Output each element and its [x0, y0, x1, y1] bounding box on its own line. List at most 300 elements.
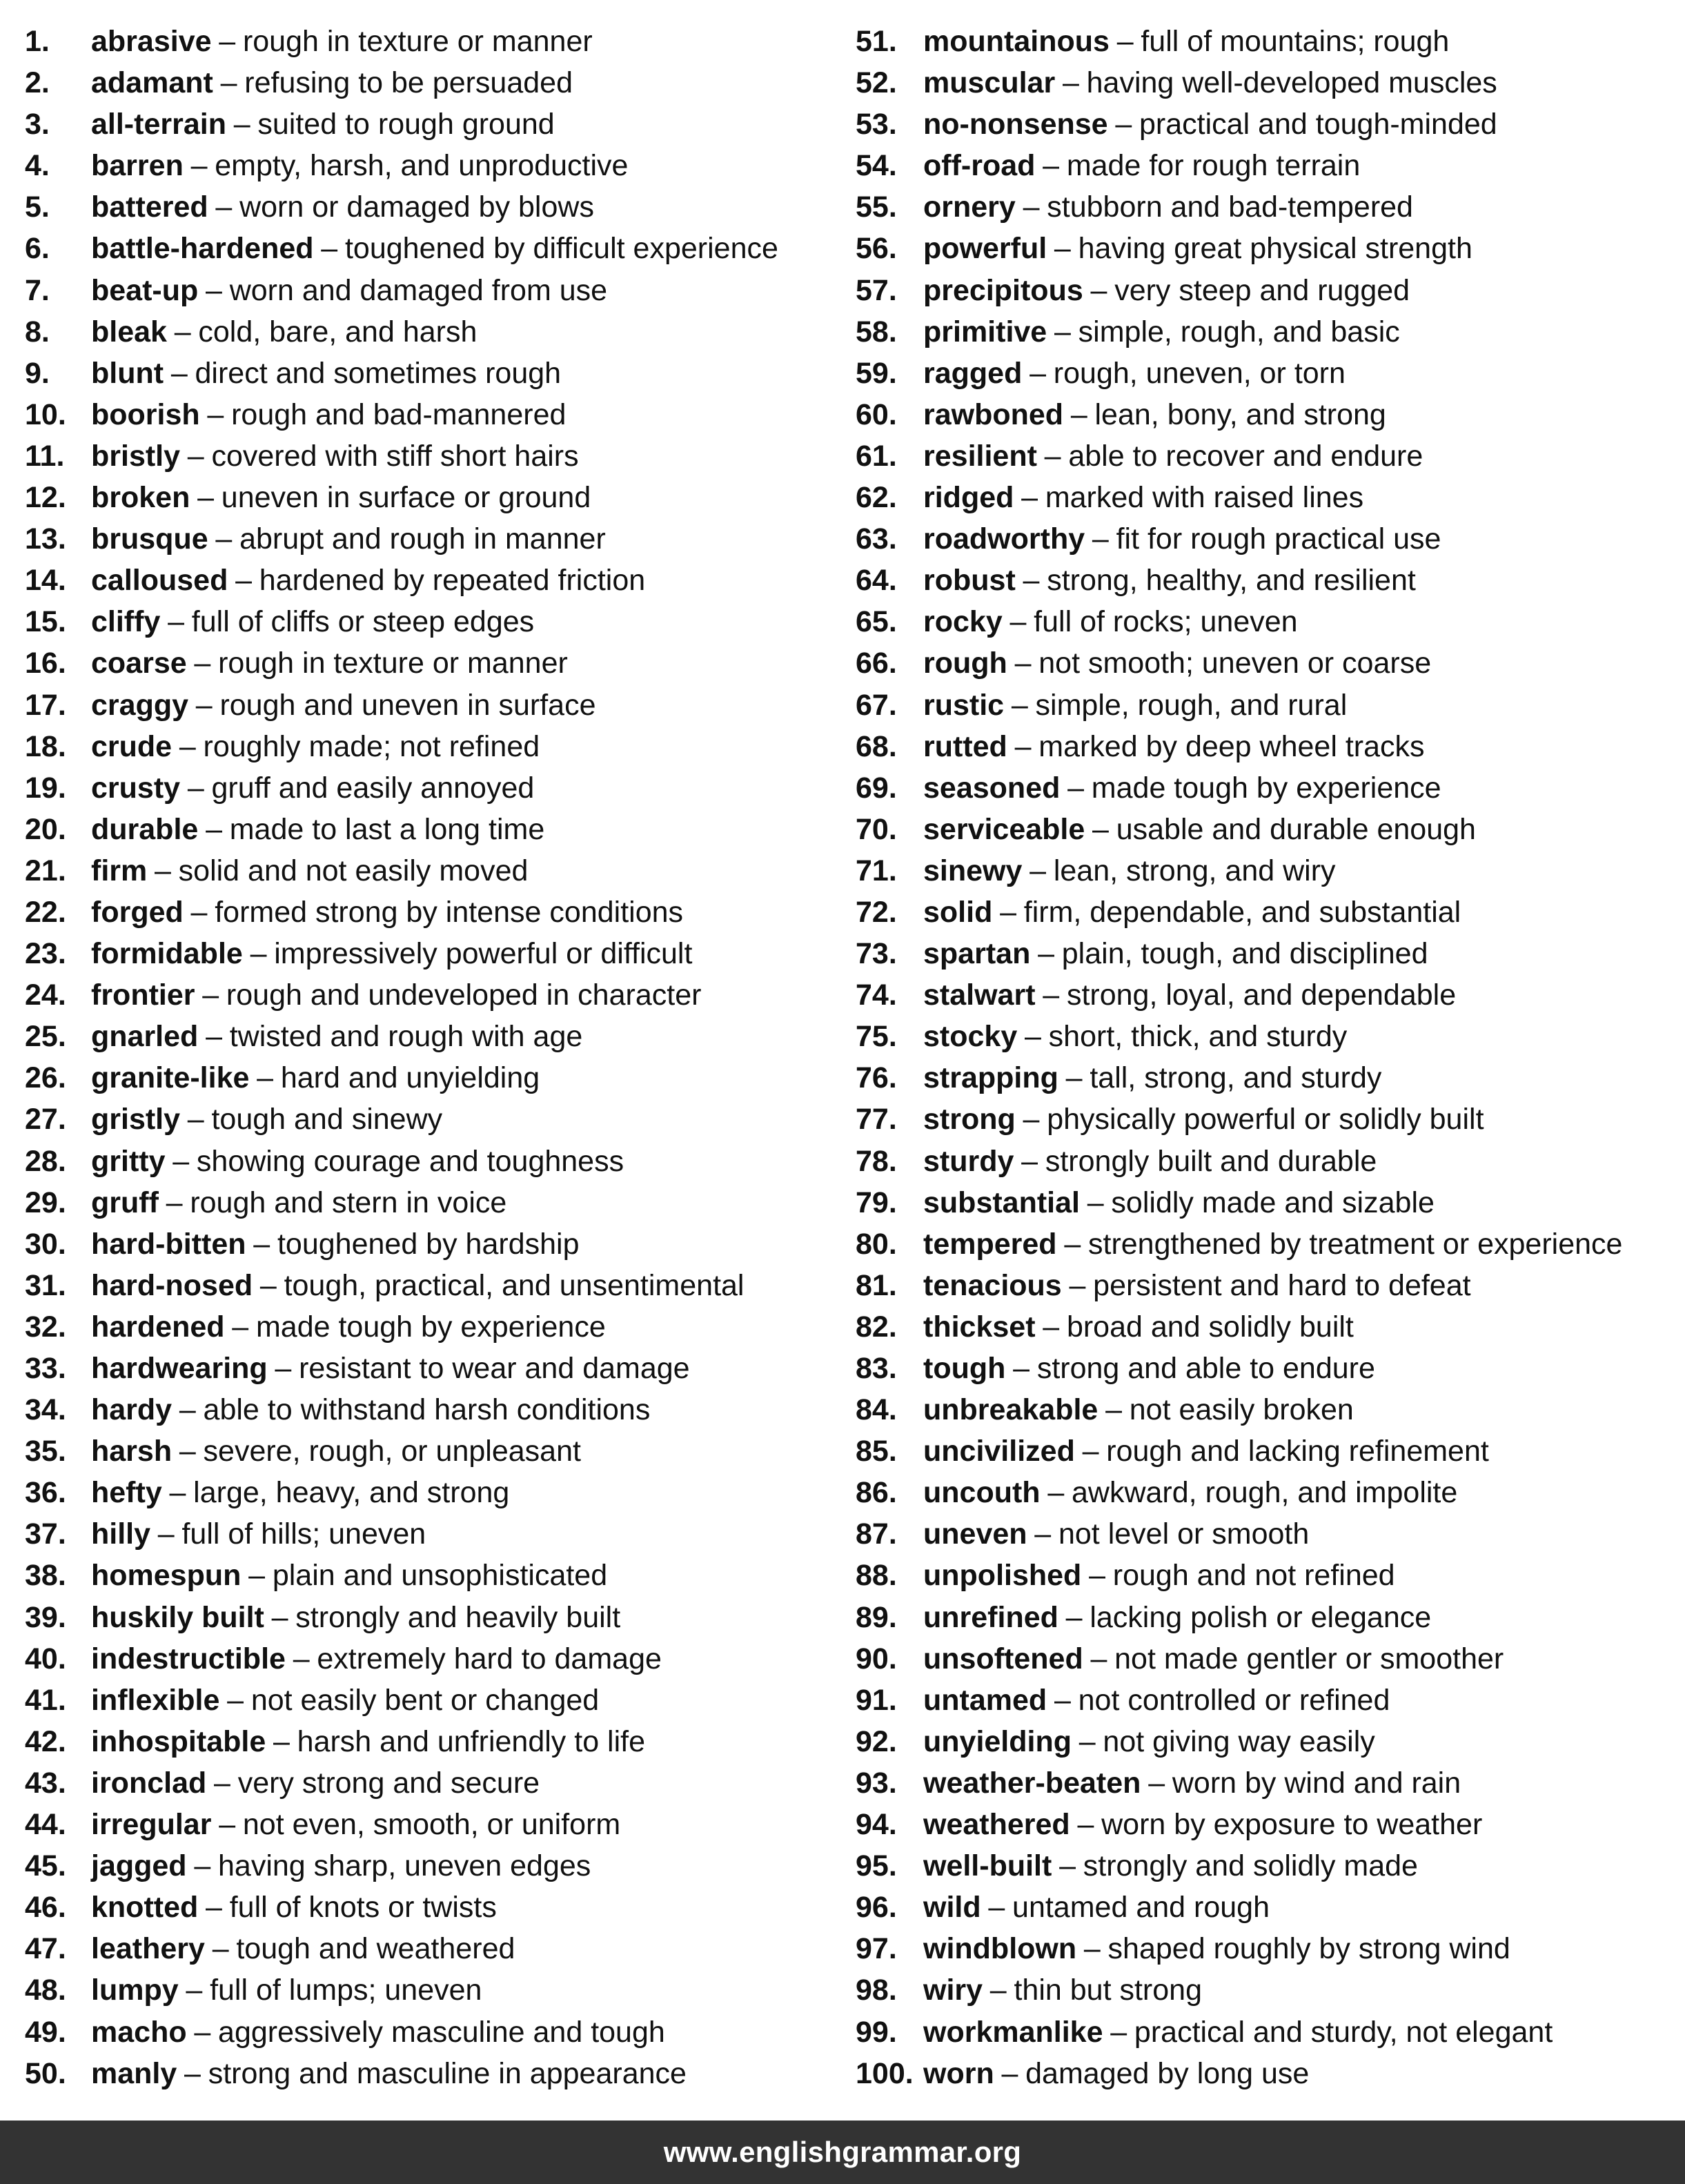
word-entry — [856, 1141, 1684, 1182]
entry-number: 68. — [856, 729, 897, 763]
word-entry — [856, 62, 1684, 104]
entry-word: hardened — [91, 1310, 225, 1344]
entry-dash: – — [212, 1932, 229, 1966]
entry-definition: tough and sinewy — [211, 1103, 443, 1137]
entry-number: 81. — [856, 1268, 897, 1302]
entry-number: 93. — [856, 1766, 897, 1800]
entry-dash: – — [215, 190, 233, 224]
entry-number: 70. — [856, 812, 897, 846]
entry-definition: not easily bent or changed — [250, 1683, 600, 1717]
entry-dash: – — [321, 232, 338, 266]
entry-definition: short, thick, and sturdy — [1048, 1020, 1348, 1054]
entry-dash: – — [1082, 1435, 1099, 1468]
entry-definition: practical and tough-minded — [1139, 108, 1497, 141]
entry-word: mountainous — [923, 25, 1110, 58]
entry-word: seasoned — [923, 771, 1061, 805]
entry-dash: – — [275, 1352, 292, 1385]
entry-number: 28. — [25, 1144, 66, 1178]
entry-number: 86. — [856, 1476, 897, 1510]
entry-definition: suited to rough ground — [257, 108, 555, 141]
entry-dash: – — [1064, 1227, 1081, 1261]
entry-definition: covered with stiff short hairs — [211, 439, 579, 473]
entry-number: 98. — [856, 1974, 897, 2007]
entry-number: 50. — [25, 2056, 66, 2090]
word-entry — [25, 2053, 825, 2094]
entry-definition: made tough by experience — [255, 1310, 606, 1344]
entry-number: 78. — [856, 1144, 897, 1178]
entry-number: 2. — [25, 66, 50, 100]
word-entry — [25, 1762, 825, 1804]
entry-number: 65. — [856, 605, 897, 639]
entry-dash: – — [206, 1020, 222, 1054]
entry-dash: – — [174, 315, 191, 348]
word-entry — [25, 1513, 825, 1555]
entry-dash: – — [1065, 1600, 1083, 1634]
entry-number: 91. — [856, 1683, 897, 1717]
entry-dash: – — [206, 273, 222, 307]
word-entry — [856, 1016, 1684, 1057]
entry-word: weather-beaten — [923, 1766, 1141, 1800]
word-entry — [25, 477, 825, 518]
word-entry — [856, 186, 1684, 228]
entry-word: tenacious — [923, 1268, 1062, 1302]
entry-word: rough — [923, 647, 1007, 680]
word-entry — [856, 1389, 1684, 1430]
entry-word: harsh — [91, 1435, 173, 1468]
entry-number: 17. — [25, 688, 66, 722]
entry-definition: firm, dependable, and substantial — [1023, 895, 1461, 929]
entry-dash: – — [1038, 937, 1055, 971]
word-entry — [856, 767, 1684, 809]
word-entry — [25, 1804, 825, 1845]
entry-word: ragged — [923, 356, 1023, 390]
entry-definition: shaped roughly by strong wind — [1107, 1932, 1510, 1966]
entry-definition: broad and solidly built — [1066, 1310, 1354, 1344]
word-entry — [856, 560, 1684, 601]
entry-word: abrasive — [91, 25, 212, 58]
entry-word: durable — [91, 812, 199, 846]
entry-definition: resistant to wear and damage — [299, 1352, 690, 1385]
entry-definition: roughly made; not refined — [203, 729, 540, 763]
entry-dash: – — [271, 1600, 288, 1634]
entry-word: ornery — [923, 190, 1016, 224]
word-entry — [856, 1887, 1684, 1928]
entry-word: gnarled — [91, 1020, 199, 1054]
entry-definition: not giving way easily — [1103, 1724, 1375, 1758]
entry-dash: – — [195, 688, 213, 722]
entry-dash: – — [989, 1974, 1007, 2007]
entry-number: 56. — [856, 232, 897, 266]
entry-number: 42. — [25, 1724, 66, 1758]
entry-definition: solidly made and sizable — [1111, 1186, 1435, 1219]
entry-definition: tough, practical, and unsentimental — [284, 1268, 745, 1302]
entry-number: 44. — [25, 1808, 66, 1842]
entry-definition: stubborn and bad-tempered — [1047, 190, 1413, 224]
entry-word: unpolished — [923, 1559, 1082, 1593]
word-entry — [25, 1182, 825, 1223]
word-entry — [856, 1472, 1684, 1513]
entry-number: 30. — [25, 1227, 66, 1261]
entry-number: 45. — [25, 1849, 66, 1883]
entry-definition: rough and bad-mannered — [231, 397, 566, 431]
entry-word: robust — [923, 564, 1016, 598]
entry-dash: – — [1083, 1932, 1101, 1966]
entry-definition: solid and not easily moved — [178, 854, 529, 887]
word-entry — [856, 892, 1684, 933]
entry-word: ironclad — [91, 1766, 207, 1800]
entry-definition: full of hills; uneven — [181, 1517, 426, 1551]
entry-dash: – — [233, 108, 250, 141]
entry-number: 66. — [856, 647, 897, 680]
entry-dash: – — [1044, 439, 1061, 473]
word-entry — [25, 560, 825, 601]
word-entry — [856, 1804, 1684, 1845]
entry-definition: extremely hard to damage — [317, 1642, 662, 1675]
entry-word: calloused — [91, 564, 228, 598]
entry-definition: worn by wind and rain — [1172, 1766, 1461, 1800]
entry-dash: – — [1087, 1186, 1104, 1219]
entry-definition: full of cliffs or steep edges — [191, 605, 535, 639]
entry-word: homespun — [91, 1559, 242, 1593]
entry-number: 20. — [25, 812, 66, 846]
entry-word: brusque — [91, 522, 208, 556]
word-entry — [856, 435, 1684, 477]
entry-word: hilly — [91, 1517, 151, 1551]
word-entry — [856, 1845, 1684, 1887]
word-entry — [25, 2011, 825, 2053]
entry-number: 95. — [856, 1849, 897, 1883]
entry-word: muscular — [923, 66, 1056, 100]
entry-definition: strongly built and durable — [1045, 1144, 1377, 1178]
entry-word: sinewy — [923, 854, 1023, 887]
word-entry — [856, 1680, 1684, 1721]
entry-number: 6. — [25, 232, 50, 266]
entry-definition: strongly and heavily built — [295, 1600, 621, 1634]
entry-word: battle-hardened — [91, 232, 314, 266]
word-entry — [856, 1721, 1684, 1762]
entry-definition: worn and damaged from use — [229, 273, 608, 307]
entry-number: 13. — [25, 522, 66, 556]
entry-word: inflexible — [91, 1683, 220, 1717]
entry-dash: – — [1043, 1310, 1060, 1344]
entry-number: 72. — [856, 895, 897, 929]
entry-word: coarse — [91, 647, 187, 680]
entry-number: 92. — [856, 1724, 897, 1758]
entry-dash: – — [1092, 522, 1109, 556]
word-entry — [856, 311, 1684, 353]
entry-number: 1. — [25, 25, 50, 58]
entry-number: 18. — [25, 729, 66, 763]
entry-definition: severe, rough, or unpleasant — [203, 1435, 581, 1468]
entry-dash: – — [187, 771, 204, 805]
word-entry — [856, 642, 1684, 684]
entry-number: 76. — [856, 1061, 897, 1095]
entry-word: rutted — [923, 729, 1007, 763]
entry-definition: simple, rough, and basic — [1078, 315, 1400, 348]
entry-dash: – — [179, 1393, 196, 1427]
entry-definition: abrupt and rough in manner — [239, 522, 606, 556]
entry-number: 7. — [25, 273, 50, 307]
entry-definition: worn by exposure to weather — [1101, 1808, 1483, 1842]
word-entry — [856, 601, 1684, 642]
word-entry — [25, 1016, 825, 1057]
entry-number: 94. — [856, 1808, 897, 1842]
entry-dash: – — [1078, 1724, 1096, 1758]
word-entry — [856, 1597, 1684, 1638]
entry-dash: – — [190, 895, 208, 929]
entry-word: barren — [91, 149, 184, 183]
entry-definition: rough and stern in voice — [190, 1186, 507, 1219]
entry-number: 100. — [856, 2056, 914, 2090]
entry-number: 27. — [25, 1103, 66, 1137]
entry-number: 77. — [856, 1103, 897, 1137]
entry-dash: – — [194, 647, 211, 680]
word-entry — [856, 518, 1684, 560]
entry-number: 80. — [856, 1227, 897, 1261]
entry-word: bristly — [91, 439, 181, 473]
entry-dash: – — [187, 439, 204, 473]
entry-definition: rough in texture or manner — [218, 647, 568, 680]
entry-definition: not smooth; uneven or coarse — [1038, 647, 1432, 680]
entry-dash: – — [259, 1268, 277, 1302]
entry-definition: full of knots or twists — [229, 1891, 497, 1925]
entry-word: gristly — [91, 1103, 181, 1137]
entry-dash: – — [1090, 273, 1107, 307]
entry-number: 49. — [25, 2015, 66, 2049]
entry-definition: very strong and secure — [237, 1766, 540, 1800]
entry-number: 15. — [25, 605, 66, 639]
word-entry — [25, 642, 825, 684]
entry-definition: simple, rough, and rural — [1035, 688, 1348, 722]
entry-word: no-nonsense — [923, 108, 1108, 141]
entry-number: 10. — [25, 397, 66, 431]
entry-word: gritty — [91, 1144, 166, 1178]
entry-word: boorish — [91, 397, 200, 431]
entry-dash: – — [197, 481, 215, 515]
entry-dash: – — [235, 564, 253, 598]
entry-dash: – — [169, 1476, 186, 1510]
word-entry — [25, 1265, 825, 1306]
word-entry — [856, 1099, 1684, 1140]
entry-word: crude — [91, 729, 173, 763]
entry-dash: – — [253, 1227, 270, 1261]
entry-word: hardwearing — [91, 1352, 268, 1385]
word-entry — [856, 1057, 1684, 1099]
entry-word: tempered — [923, 1227, 1057, 1261]
entry-word: hard-bitten — [91, 1227, 246, 1261]
entry-number: 46. — [25, 1891, 66, 1925]
entry-definition: strong and masculine in appearance — [208, 2056, 687, 2090]
entry-dash: – — [1023, 190, 1040, 224]
word-entry — [25, 1721, 825, 1762]
entry-word: worn — [923, 2056, 994, 2090]
footer-bar — [0, 2121, 1685, 2184]
entry-word: leathery — [91, 1932, 205, 1966]
entry-number: 35. — [25, 1435, 66, 1468]
entry-number: 32. — [25, 1310, 66, 1344]
entry-word: adamant — [91, 66, 213, 100]
entry-dash: – — [166, 1186, 183, 1219]
entry-definition: strong, healthy, and resilient — [1047, 564, 1416, 598]
entry-dash: – — [190, 149, 208, 183]
entry-word: sturdy — [923, 1144, 1014, 1178]
entry-number: 26. — [25, 1061, 66, 1095]
entry-definition: lacking polish or elegance — [1090, 1600, 1432, 1634]
entry-number: 58. — [856, 315, 897, 348]
entry-dash: – — [184, 2056, 201, 2090]
entry-word: serviceable — [923, 812, 1085, 846]
entry-definition: tall, strong, and sturdy — [1090, 1061, 1382, 1095]
word-entry — [25, 850, 825, 892]
entry-word: untamed — [923, 1683, 1047, 1717]
entry-dash: – — [988, 1891, 1005, 1925]
entry-dash: – — [1034, 1517, 1052, 1551]
entry-definition: rough and not refined — [1112, 1559, 1395, 1593]
entry-dash: – — [1054, 315, 1071, 348]
entry-definition: rough and uneven in surface — [219, 688, 596, 722]
entry-number: 16. — [25, 647, 66, 680]
entry-dash: – — [179, 1435, 196, 1468]
entry-definition: untamed and rough — [1012, 1891, 1270, 1925]
entry-number: 41. — [25, 1683, 66, 1717]
word-entry — [856, 145, 1684, 186]
entry-word: uncivilized — [923, 1435, 1075, 1468]
entry-dash: – — [219, 1808, 236, 1842]
word-entry — [25, 767, 825, 809]
entry-number: 25. — [25, 1020, 66, 1054]
entry-word: craggy — [91, 688, 189, 722]
entry-definition: awkward, rough, and impolite — [1072, 1476, 1458, 1510]
entry-dash: – — [1001, 2056, 1018, 2090]
entry-definition: made for rough terrain — [1066, 149, 1361, 183]
entry-dash: – — [220, 66, 237, 100]
entry-word: rustic — [923, 688, 1005, 722]
entry-definition: plain, tough, and disciplined — [1061, 937, 1428, 971]
entry-word: strong — [923, 1103, 1016, 1137]
entry-dash: – — [1090, 1642, 1107, 1675]
word-entry — [25, 311, 825, 353]
word-entry — [856, 1265, 1684, 1306]
entry-number: 67. — [856, 688, 897, 722]
entry-number: 61. — [856, 439, 897, 473]
entry-dash: – — [1043, 149, 1060, 183]
entry-dash: – — [1021, 481, 1038, 515]
entry-number: 63. — [856, 522, 897, 556]
entry-word: ridged — [923, 481, 1014, 515]
word-entry — [25, 809, 825, 850]
entry-definition: refusing to be persuaded — [244, 66, 573, 100]
word-entry — [25, 1597, 825, 1638]
entry-word: off-road — [923, 149, 1036, 183]
entry-word: forged — [91, 895, 184, 929]
word-entry — [856, 228, 1684, 269]
entry-word: spartan — [923, 937, 1031, 971]
entry-number: 54. — [856, 149, 897, 183]
entry-dash: – — [1025, 1020, 1041, 1054]
entry-dash: – — [1059, 1849, 1076, 1883]
word-entry — [25, 1969, 825, 2011]
entry-definition: having well-developed muscles — [1086, 66, 1497, 100]
entry-number: 74. — [856, 978, 897, 1012]
word-entry — [25, 1099, 825, 1140]
word-entry — [25, 1057, 825, 1099]
word-entry — [25, 21, 825, 62]
word-entry — [856, 1182, 1684, 1223]
entry-word: unsoftened — [923, 1642, 1083, 1675]
word-entry — [25, 1845, 825, 1887]
entry-dash: – — [1054, 232, 1071, 266]
word-entry — [856, 2011, 1684, 2053]
entry-number: 87. — [856, 1517, 897, 1551]
entry-definition: rough, uneven, or torn — [1053, 356, 1346, 390]
entry-dash: – — [194, 1849, 211, 1883]
entry-definition: strengthened by treatment or experience — [1088, 1227, 1623, 1261]
entry-dash: – — [1089, 1559, 1105, 1593]
entry-definition: showing courage and toughness — [196, 1144, 624, 1178]
entry-word: tough — [923, 1352, 1006, 1385]
entry-word: hardy — [91, 1393, 173, 1427]
word-entry — [856, 270, 1684, 311]
entry-word: battered — [91, 190, 208, 224]
entry-number: 5. — [25, 190, 50, 224]
entry-word: unbreakable — [923, 1393, 1098, 1427]
entry-definition: usable and durable enough — [1116, 812, 1476, 846]
entry-definition: full of rocks; uneven — [1034, 605, 1298, 639]
entry-dash: – — [157, 1517, 175, 1551]
entry-number: 34. — [25, 1393, 66, 1427]
word-entry — [856, 726, 1684, 767]
entry-dash: – — [219, 25, 236, 58]
entry-definition: not easily broken — [1129, 1393, 1354, 1427]
entry-dash: – — [187, 1103, 204, 1137]
entry-word: indestructible — [91, 1642, 286, 1675]
entry-number: 3. — [25, 108, 50, 141]
entry-number: 73. — [856, 937, 897, 971]
entry-dash: – — [1110, 2015, 1127, 2049]
word-entry — [856, 21, 1684, 62]
entry-definition: fit for rough practical use — [1116, 522, 1441, 556]
entry-number: 99. — [856, 2015, 897, 2049]
entry-word: workmanlike — [923, 2015, 1103, 2049]
word-entry — [25, 685, 825, 726]
word-entry — [856, 1762, 1684, 1804]
entry-dash: – — [1105, 1393, 1122, 1427]
entry-definition: large, heavy, and strong — [193, 1476, 510, 1510]
entry-dash: – — [248, 1559, 266, 1593]
entry-dash: – — [1116, 25, 1134, 58]
entry-number: 21. — [25, 854, 66, 887]
entry-dash: – — [1023, 1103, 1040, 1137]
entry-number: 11. — [25, 439, 65, 473]
word-entry — [856, 1928, 1684, 1969]
entry-dash: – — [257, 1061, 274, 1095]
entry-word: granite-like — [91, 1061, 250, 1095]
word-list-column-left — [25, 21, 825, 2094]
entry-definition: very steep and rugged — [1114, 273, 1410, 307]
entry-definition: full of lumps; uneven — [210, 1974, 482, 2007]
entry-dash: – — [206, 1891, 222, 1925]
word-entry — [25, 892, 825, 933]
entry-dash: – — [206, 812, 222, 846]
entry-number: 12. — [25, 481, 66, 515]
entry-word: unrefined — [923, 1600, 1058, 1634]
entry-number: 37. — [25, 1517, 66, 1551]
word-entry — [25, 1430, 825, 1472]
entry-definition: able to withstand harsh conditions — [203, 1393, 651, 1427]
entry-number: 51. — [856, 25, 897, 58]
entry-dash: – — [1009, 605, 1027, 639]
entry-number: 75. — [856, 1020, 897, 1054]
